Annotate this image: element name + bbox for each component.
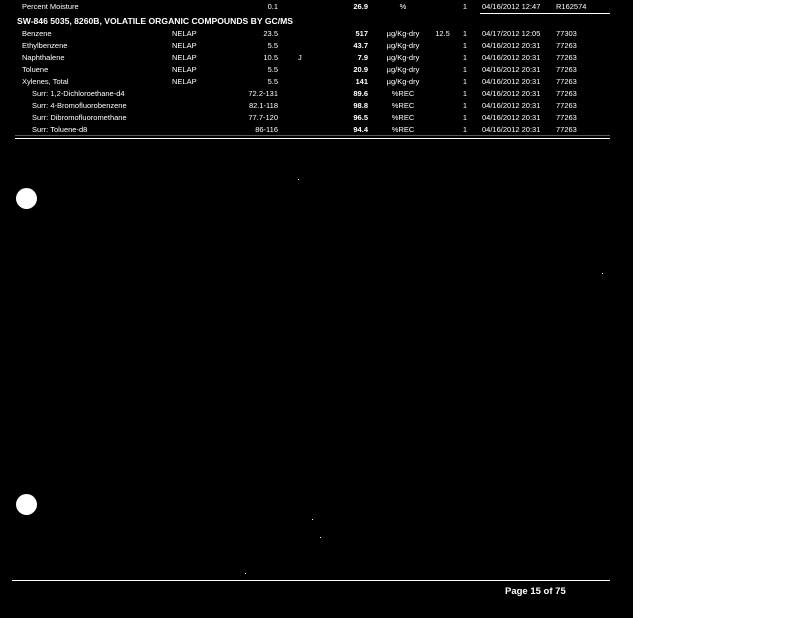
- units: %REC: [391, 101, 415, 110]
- result-value: 26.9: [353, 2, 368, 11]
- scan-speck: [320, 537, 321, 538]
- dilution-factor: 1: [462, 41, 468, 50]
- analyzed-date: 04/17/2012 12:05: [482, 29, 541, 38]
- certification: NELAP: [172, 77, 197, 86]
- reporting-limit: 5.5: [267, 41, 278, 50]
- analyte-row: [0, 28, 633, 40]
- analyte-row: [0, 40, 633, 52]
- top-result-row: [0, 1, 633, 13]
- batch-id: 77303: [556, 29, 577, 38]
- dilution-factor: 1: [462, 77, 468, 86]
- result-value: 94.4: [353, 125, 368, 134]
- surrogate-row: [0, 112, 633, 124]
- result-value: 517: [355, 29, 368, 38]
- batch-id: R162574: [556, 2, 587, 11]
- certification: NELAP: [172, 41, 197, 50]
- analyte-name: Surr: Dibromofluoromethane: [32, 113, 127, 122]
- analyte-name: Percent Moisture: [22, 2, 79, 11]
- reporting-limit: 5.5: [267, 77, 278, 86]
- units: %REC: [391, 113, 415, 122]
- units: µg/Kg-dry: [386, 77, 420, 86]
- dilution-factor: 1: [462, 53, 468, 62]
- batch-id: 77263: [556, 113, 577, 122]
- batch-id: 77263: [556, 65, 577, 74]
- dilution-factor: 1: [462, 101, 468, 110]
- batch-id: 77263: [556, 101, 577, 110]
- reporting-limit: 23.5: [263, 29, 278, 38]
- scan-speck: [298, 179, 299, 180]
- reporting-limit: 86-116: [255, 125, 278, 134]
- result-value: 20.9: [353, 65, 368, 74]
- analyzed-date: 04/16/2012 20:31: [482, 65, 541, 74]
- units: µg/Kg-dry: [386, 29, 420, 38]
- batch-id: 77263: [556, 77, 577, 86]
- result-value: 43.7: [353, 41, 368, 50]
- analyte-name: Toluene: [22, 65, 49, 74]
- scan-speck: [602, 273, 603, 274]
- analyte-name: Surr: 4-Bromofluorobenzene: [32, 101, 127, 110]
- result-value: 7.9: [357, 53, 368, 62]
- analyzed-date: 04/16/2012 12:47: [482, 2, 541, 11]
- certification: NELAP: [172, 29, 197, 38]
- analyzed-date: 04/16/2012 20:31: [482, 41, 541, 50]
- dilution-factor: 1: [462, 29, 468, 38]
- analyzed-date: 04/16/2012 20:31: [482, 53, 541, 62]
- dilution-factor: 1: [462, 2, 468, 11]
- reporting-limit: 5.5: [267, 65, 278, 74]
- scan-speck: [245, 573, 246, 574]
- units: µg/Kg-dry: [386, 53, 420, 62]
- certification: NELAP: [172, 53, 197, 62]
- batch-id: 77263: [556, 53, 577, 62]
- analyte-name: Xylenes, Total: [22, 77, 69, 86]
- analyte-row: [0, 76, 633, 88]
- analyte-row: [0, 52, 633, 64]
- analyte-name: Surr: 1,2-Dichloroethane-d4: [32, 89, 125, 98]
- dilution-factor: 1: [462, 125, 468, 134]
- analyzed-date: 04/16/2012 20:31: [482, 77, 541, 86]
- qualifier: J: [298, 53, 302, 62]
- footer-rule: [12, 580, 610, 581]
- reporting-limit: 72.2-131: [248, 89, 278, 98]
- analyzed-date: 04/16/2012 20:31: [482, 89, 541, 98]
- page-number: Page 15 of 75: [505, 586, 566, 597]
- units: µg/Kg-dry: [386, 41, 420, 50]
- result-value: 96.5: [353, 113, 368, 122]
- method-heading: SW-846 5035, 8260B, VOLATILE ORGANIC COMPOUNDS BY GC/MS: [17, 16, 294, 26]
- units: µg/Kg-dry: [386, 65, 420, 74]
- analyte-name: Surr: Toluene-d8: [32, 125, 88, 134]
- result-value: 141: [355, 77, 368, 86]
- row-underline: [480, 13, 610, 14]
- analyzed-date: 04/16/2012 20:31: [482, 101, 541, 110]
- result-value: 98.8: [353, 101, 368, 110]
- reporting-limit: 10.5: [263, 53, 278, 62]
- units: %REC: [391, 125, 415, 134]
- units: %: [399, 2, 407, 11]
- batch-id: 77263: [556, 125, 577, 134]
- mdl-value: 12.5: [435, 29, 450, 38]
- batch-id: 77263: [556, 89, 577, 98]
- analyte-name: Naphthalene: [22, 53, 65, 62]
- dilution-factor: 1: [462, 65, 468, 74]
- batch-id: 77263: [556, 41, 577, 50]
- scan-speck: [312, 519, 313, 520]
- analyte-name: Ethylbenzene: [22, 41, 68, 50]
- result-value: 89.6: [353, 89, 368, 98]
- dilution-factor: 1: [462, 89, 468, 98]
- binder-hole-top: [16, 188, 37, 209]
- analyzed-date: 04/16/2012 20:31: [482, 113, 541, 122]
- table-bottom-rule: [15, 138, 610, 139]
- analyte-row: [0, 64, 633, 76]
- reporting-limit: 0.1: [267, 2, 278, 11]
- units: %REC: [391, 89, 415, 98]
- reporting-limit: 77.7-120: [248, 113, 278, 122]
- table-bottom-rule-short: [15, 135, 610, 136]
- analyzed-date: 04/16/2012 20:31: [482, 125, 541, 134]
- analyte-name: Benzene: [22, 29, 52, 38]
- surrogate-row: [0, 88, 633, 100]
- certification: NELAP: [172, 65, 197, 74]
- surrogate-row: [0, 100, 633, 112]
- dilution-factor: 1: [462, 113, 468, 122]
- binder-hole-bottom: [16, 494, 37, 515]
- reporting-limit: 82.1-118: [248, 101, 278, 110]
